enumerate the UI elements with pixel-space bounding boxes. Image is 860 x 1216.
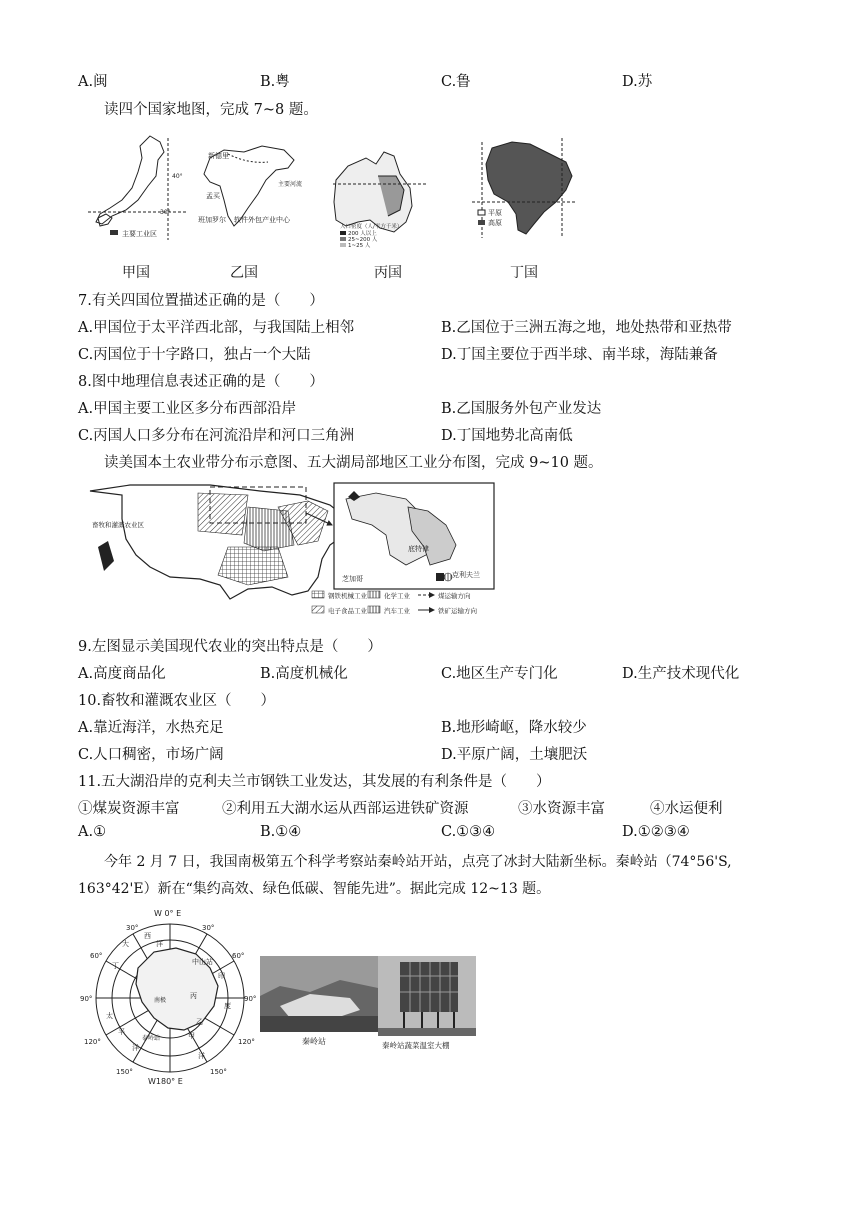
svg-text:甲: 甲 — [188, 1032, 195, 1040]
city-detroit: 底特律 — [408, 545, 429, 553]
q8-option-a: A.甲国主要工业区多分布西部沿岸 — [78, 401, 297, 417]
svg-text:30°: 30° — [160, 209, 171, 216]
svg-text:平: 平 — [118, 1028, 125, 1036]
map-label-yi: 乙国 — [230, 265, 258, 281]
q9-option-a: A.高度商品化 — [78, 666, 166, 682]
q11-option-c: C.①③④ — [441, 824, 496, 840]
q11-condition-1: ①煤炭资源丰富 — [78, 801, 180, 817]
map-label-jia: 甲国 — [122, 265, 150, 281]
svg-text:丁: 丁 — [112, 962, 119, 970]
q6-option-d: D.苏 — [622, 74, 653, 90]
q8-option-c: C.丙国人口多分布在河流沿岸和河口三角洲 — [78, 428, 355, 444]
lon-90e: 90° — [244, 995, 257, 1003]
svg-text:洋: 洋 — [156, 940, 163, 948]
bing-legend-title: 人口密度（人/平方千米） — [340, 224, 403, 230]
svg-text:泰岭站: 泰岭站 — [142, 1035, 161, 1042]
legend-chemical: 化学工业 — [384, 592, 410, 600]
map-label-ding: 丁国 — [510, 265, 538, 281]
svg-text:洋: 洋 — [198, 1052, 205, 1060]
svg-text:西: 西 — [144, 932, 151, 940]
q9-option-d: D.生产技术现代化 — [622, 666, 740, 682]
q9-option-b: B.高度机械化 — [260, 666, 348, 682]
svg-text:乙: 乙 — [196, 1018, 203, 1026]
map-ding — [462, 128, 582, 250]
intro-9-10: 读美国本土农业带分布示意图、五大湖局部地区工业分布图，完成 9~10 题。 — [104, 455, 603, 471]
city-cleveland: 克利夫兰 — [452, 571, 480, 579]
yi-label-mumbai: 孟买 — [206, 192, 220, 200]
svg-text:太: 太 — [106, 1012, 113, 1020]
q8-option-b: B.乙国服务外包产业发达 — [441, 401, 602, 417]
lon-90w: 90° — [80, 995, 93, 1003]
ding-legend-plateau: 高原 — [488, 219, 502, 227]
svg-text:大: 大 — [122, 940, 129, 948]
svg-text:南极: 南极 — [154, 997, 167, 1004]
antarctica-polar-map — [78, 906, 258, 1086]
q11-condition-4: ④水运便利 — [650, 801, 723, 817]
map-label-bing: 丙国 — [374, 265, 402, 281]
lon-60e: 60° — [232, 952, 245, 960]
bing-legend-2: 25~200 人 — [348, 237, 378, 243]
svg-text:丙: 丙 — [190, 992, 197, 1000]
q6-option-c: C.鲁 — [441, 74, 471, 90]
q10-option-c: C.人口稠密，市场广阔 — [78, 747, 224, 763]
photo-qinling-station — [260, 956, 378, 1048]
q10-option-d: D.平原广阔，土壤肥沃 — [441, 747, 588, 763]
q7-option-d: D.丁国主要位于西半球、南半球，海陆兼备 — [441, 347, 718, 363]
yi-label-river: 主要河流 — [278, 181, 303, 188]
photo-greenhouse — [378, 956, 476, 1052]
lon-120w: 120° — [84, 1038, 101, 1046]
lon-150w: 150° — [116, 1068, 133, 1076]
bing-legend-3: 1~25 人 — [348, 243, 371, 249]
svg-text:印: 印 — [218, 972, 225, 980]
legend-coal: 煤运输方向 — [438, 592, 471, 600]
lon-30e: 30° — [202, 924, 215, 932]
photo2-caption: 秦岭站蔬菜温室大棚 — [382, 1041, 450, 1050]
intro-7-8: 读四个国家地图，完成 7~8 题。 — [104, 102, 318, 118]
q8-stem: 8.图中地理信息表述正确的是（ ） — [78, 374, 324, 390]
svg-text:度: 度 — [224, 1002, 231, 1010]
usa-agriculture-industry-maps — [78, 477, 498, 623]
q9-option-c: C.地区生产专门化 — [441, 666, 558, 682]
ding-legend-plain: 平原 — [488, 209, 502, 217]
q7-option-b: B.乙国位于三洲五海之地，地处热带和亚热带 — [441, 320, 732, 336]
q11-stem: 11.五大湖沿岸的克利夫兰市钢铁工业发达，其发展的有利条件是（ ） — [78, 774, 551, 790]
q10-stem: 10.畜牧和灌溉农业区（ ） — [78, 693, 276, 709]
intro-12-13-line2: 163°42'E）新在“集约高效、绿色低碳、智能先进”。据此完成 12~13 题。 — [78, 881, 551, 897]
lon-150e: 150° — [210, 1068, 227, 1076]
yi-label-software: 软件外包产业中心 — [234, 216, 290, 224]
bing-legend-1: 200 人以上 — [348, 231, 377, 237]
lon-120e: 120° — [238, 1038, 255, 1046]
q7-option-c: C.丙国位于十字路口，独占一个大陆 — [78, 347, 311, 363]
yi-label-bangalore: 班加罗尔 — [198, 216, 226, 224]
q6-option-b: B.粤 — [260, 74, 290, 90]
q7-option-a: A.甲国位于太平洋西北部，与我国陆上相邻 — [78, 320, 355, 336]
label-180-meridian: W180° E — [148, 1077, 183, 1086]
svg-text:洋: 洋 — [132, 1044, 139, 1052]
q11-option-a: A.① — [78, 824, 107, 840]
label-west-ranching: 畜牧和灌溉农业区 — [92, 521, 144, 529]
q6-option-a: A.闽 — [78, 74, 108, 90]
map-bing — [333, 152, 426, 232]
legend-auto: 汽车工业 — [384, 607, 410, 615]
yi-label-newdelhi: 新德里 — [208, 152, 229, 160]
q9-stem: 9.左图显示美国现代农业的突出特点是（ ） — [78, 639, 382, 655]
svg-text:中山站: 中山站 — [192, 958, 213, 966]
svg-text:40°: 40° — [172, 173, 183, 180]
label-0-meridian: W 0° E — [154, 909, 182, 918]
q11-condition-2: ②利用五大湖水运从西部运进铁矿资源 — [222, 801, 469, 817]
four-country-maps — [78, 128, 498, 250]
legend-electronics: 电子食品工业 — [328, 607, 367, 615]
map-jia — [83, 132, 191, 240]
legend-swatch-industry — [110, 230, 118, 235]
q11-option-d: D.①②③④ — [622, 824, 690, 840]
q11-condition-3: ③水资源丰富 — [518, 801, 605, 817]
q10-option-a: A.靠近海洋，水热充足 — [78, 720, 224, 736]
city-chicago: 芝加哥 — [342, 575, 363, 583]
q8-option-d: D.丁国地势北高南低 — [441, 428, 573, 444]
legend-iron: 铁矿运输方向 — [438, 607, 477, 615]
lon-30w: 30° — [126, 924, 139, 932]
intro-12-13-line1: 今年 2 月 7 日，我国南极第五个科学考察站秦岭站开站，点亮了冰封大陆新坐标。秦岭站（74°56'S, — [104, 854, 732, 870]
lon-60w: 60° — [90, 952, 103, 960]
q7-stem: 7.有关四国位置描述正确的是（ ） — [78, 293, 324, 309]
q11-option-b: B.①④ — [260, 824, 302, 840]
legend-steel: 钢铁机械工业 — [328, 592, 367, 600]
jia-legend: 主要工业区 — [122, 230, 157, 238]
q10-option-b: B.地形崎岖，降水较少 — [441, 720, 587, 736]
photo1-caption: 秦岭站 — [302, 1037, 326, 1046]
